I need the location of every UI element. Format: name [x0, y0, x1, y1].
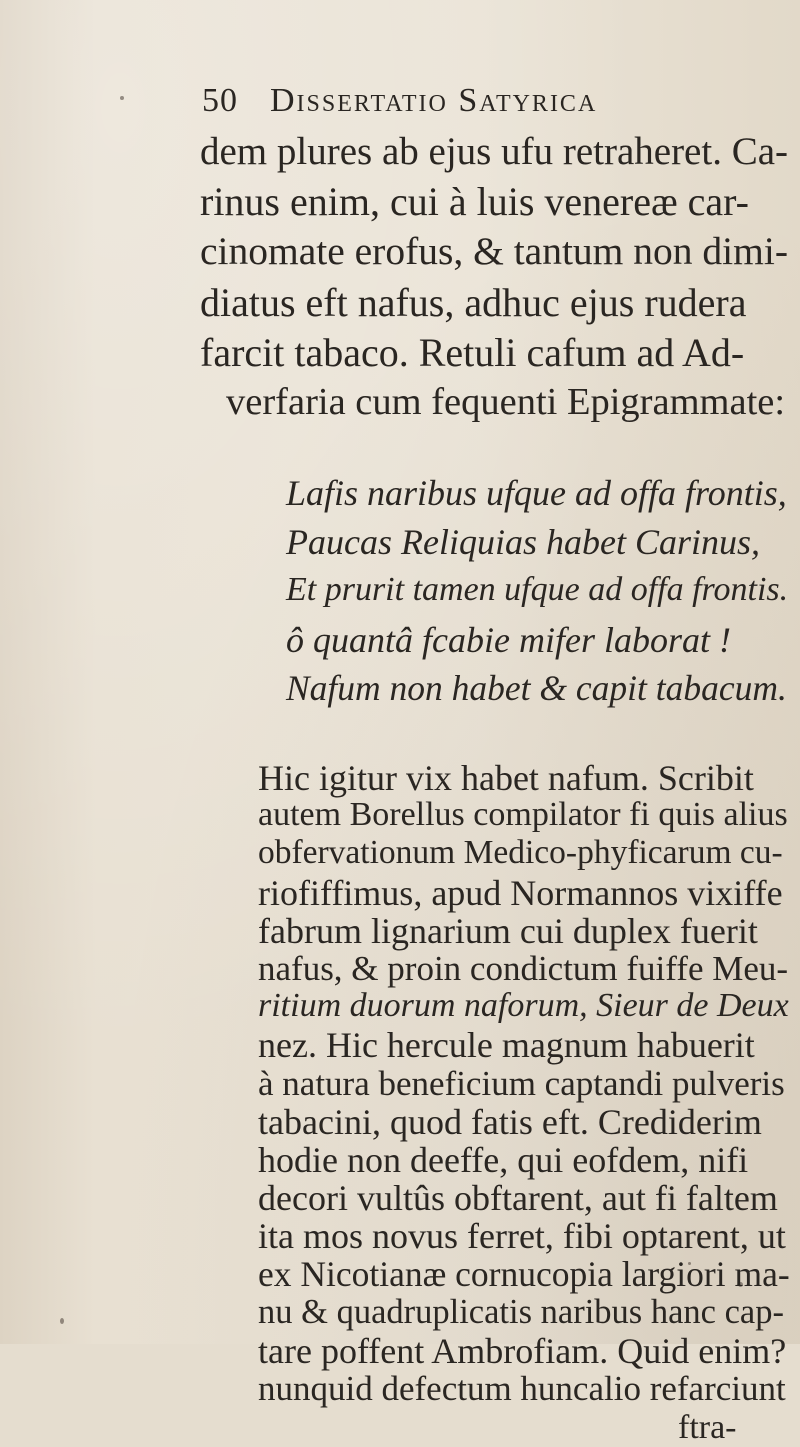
epigram-line: Et prurit tamen ufque ad offa frontis. [286, 571, 789, 608]
epigram-line: Paucas Reliquias habet Carinus, [286, 522, 760, 562]
text-line: nafus, & proin condictum fuiffe Meu- [258, 949, 789, 988]
text-line: nez. Hic hercule magnum habuerit [258, 1025, 755, 1065]
epigram-line: Lafis naribus ufque ad offa frontis, [286, 473, 787, 513]
ink-speck [60, 1318, 64, 1324]
text-line: Hic igitur vix habet nafum. Scribit [258, 758, 754, 798]
text-line: hodie non deeffe, qui eofdem, nifi [258, 1140, 749, 1180]
text-line: dem plures ab ejus ufu retraheret. Ca- [200, 130, 789, 173]
running-title: Dissertatio Satyrica [270, 82, 598, 119]
epigram-line: Nafum non habet & capit tabacum. [286, 668, 787, 708]
running-header [202, 82, 597, 120]
text-line: nunquid defectum huncalio refarciunt [258, 1369, 786, 1408]
text-line: riofiffimus, apud Normannos vixiffe [258, 873, 783, 913]
text-line: fabrum lignarium cui duplex fuerit [258, 911, 758, 951]
text-line: ex Nicotianæ cornucopia largiori ma- [258, 1254, 790, 1294]
text-line: obfervationum Medico-phyficarum cu- [258, 834, 783, 871]
text-line: ita mos novus ferret, fibi optarent, ut [258, 1216, 786, 1256]
text-line: rinus enim, cui à luis venereæ car- [200, 179, 750, 224]
text-line: diatus eft nafus, adhuc ejus rudera [200, 280, 747, 325]
text-line: tabacini, quod fatis eft. Crediderim [258, 1102, 762, 1142]
page-number: 50 [202, 82, 238, 119]
text-line: nu & quadruplicatis naribus hanc cap- [258, 1293, 784, 1331]
epigram-line: ô quantâ fcabie mifer laborat ! [286, 620, 731, 660]
text-line: decori vultûs obftarent, aut fi faltem [258, 1178, 778, 1218]
ink-speck [120, 96, 124, 100]
text-line: cinomate erofus, & tantum non dimi- [200, 229, 788, 273]
text-line: verfaria cum fequenti Epigrammate: [226, 381, 786, 423]
catchword: ftra- [678, 1409, 737, 1446]
text-line: autem Borellus compilator fi quis alius [258, 796, 788, 833]
text-line: ritium duorum naforum, Sieur de Deux [258, 987, 789, 1024]
text-line: farcit tabaco. Retuli cafum ad Ad- [200, 330, 745, 375]
text-line: à natura beneficium captandi pulveris [258, 1064, 785, 1103]
text-line: tare poffent Ambrofiam. Quid enim? [258, 1331, 787, 1371]
